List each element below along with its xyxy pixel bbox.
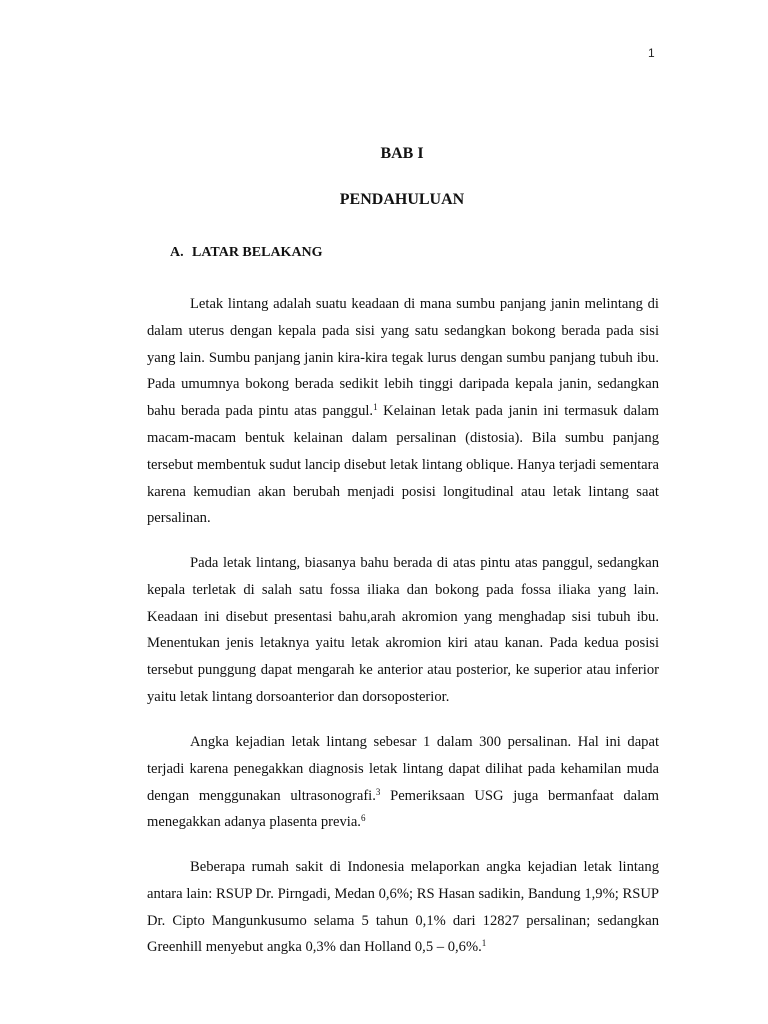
section-heading [170,245,323,261]
chapter-title: PENDAHULUAN [339,191,465,208]
paragraph-text: Beberapa rumah sakit di Indonesia melaporkan angka kejadian letak lintang antara lain: RSUP Dr. Pirngadi, Medan 0,6%; RS Hasan sadikin, Bandung 1,9%; RSUP Dr. Cipto Mangunkusumo selama 5 tahun 0,1% dari 12827 persalinan; sedangkan Greenhill menyebut angka 0,3% dan Holland 0,5 – 0,6%. [147,859,659,956]
footnote-ref: 3 [375,786,381,797]
section-letter: A. [170,245,184,260]
footnote-ref: 1 [373,402,378,413]
paragraph-4 [147,854,659,961]
footnote-ref: 1 [481,938,487,949]
paragraph-text: Letak lintang adalah suatu keadaan di mana sumbu panjang janin melintang di dalam uterus dengan kepala pada sisi yang satu sedangkan bokong berada pada sisi yang lain. Sumbu panjang janin kira-kira tegak lurus dengan sumbu panjang tubuh ibu. Pada umumnya bokong berada sedikit lebih tinggi daripada kepala janin, sedangkan bahu berada pada pintu atas panggul. [147,296,659,420]
paragraph-text: Pemeriksaan USG juga bermanfaat dalam menegakkan adanya plasenta previa. [147,787,659,831]
paragraph-3 [147,729,659,836]
section-title: LATAR BELAKANG [192,245,323,260]
chapter-number: BAB I [380,145,424,162]
footnote-ref: 6 [360,813,366,824]
paragraph-2 [147,550,659,711]
paragraph-text: Pada letak lintang, biasanya bahu berada di atas pintu atas panggul, sedangkan kepala terletak di salah satu fossa iliaka dan bokong pada fossa iliaka yang lain. Keadaan ini disebut presentasi bahu,arah akromion yang menghadap sisi tubuh ibu. Menentukan jenis letaknya yaitu letak akromion kiri atau kanan. Pada kedua posisi tersebut punggung dapat mengarah ke anterior atau posterior, ke superior atau inferior yaitu letak lintang dorsoanterior dan dorsoposterior. [147,555,659,705]
paragraph-text: Angka kejadian letak lintang sebesar 1 dalam 300 persalinan. Hal ini dapat terjadi karena penegakkan diagnosis letak lintang dapat dilihat pada kehamilan muda dengan menggunakan ultrasonografi. [147,734,659,804]
page-number: 1 [648,46,655,60]
paragraph-text: Kelainan letak pada janin ini termasuk dalam macam-macam bentuk kelainan dalam persalinan (distosia). Bila sumbu panjang tersebut membentuk sudut lancip disebut letak lintang oblique. Hanya terjadi sementara karena kemudian akan berubah menjadi posisi longitudinal atau letak lintang saat persalinan. [147,403,659,527]
paragraph-1 [147,291,659,532]
